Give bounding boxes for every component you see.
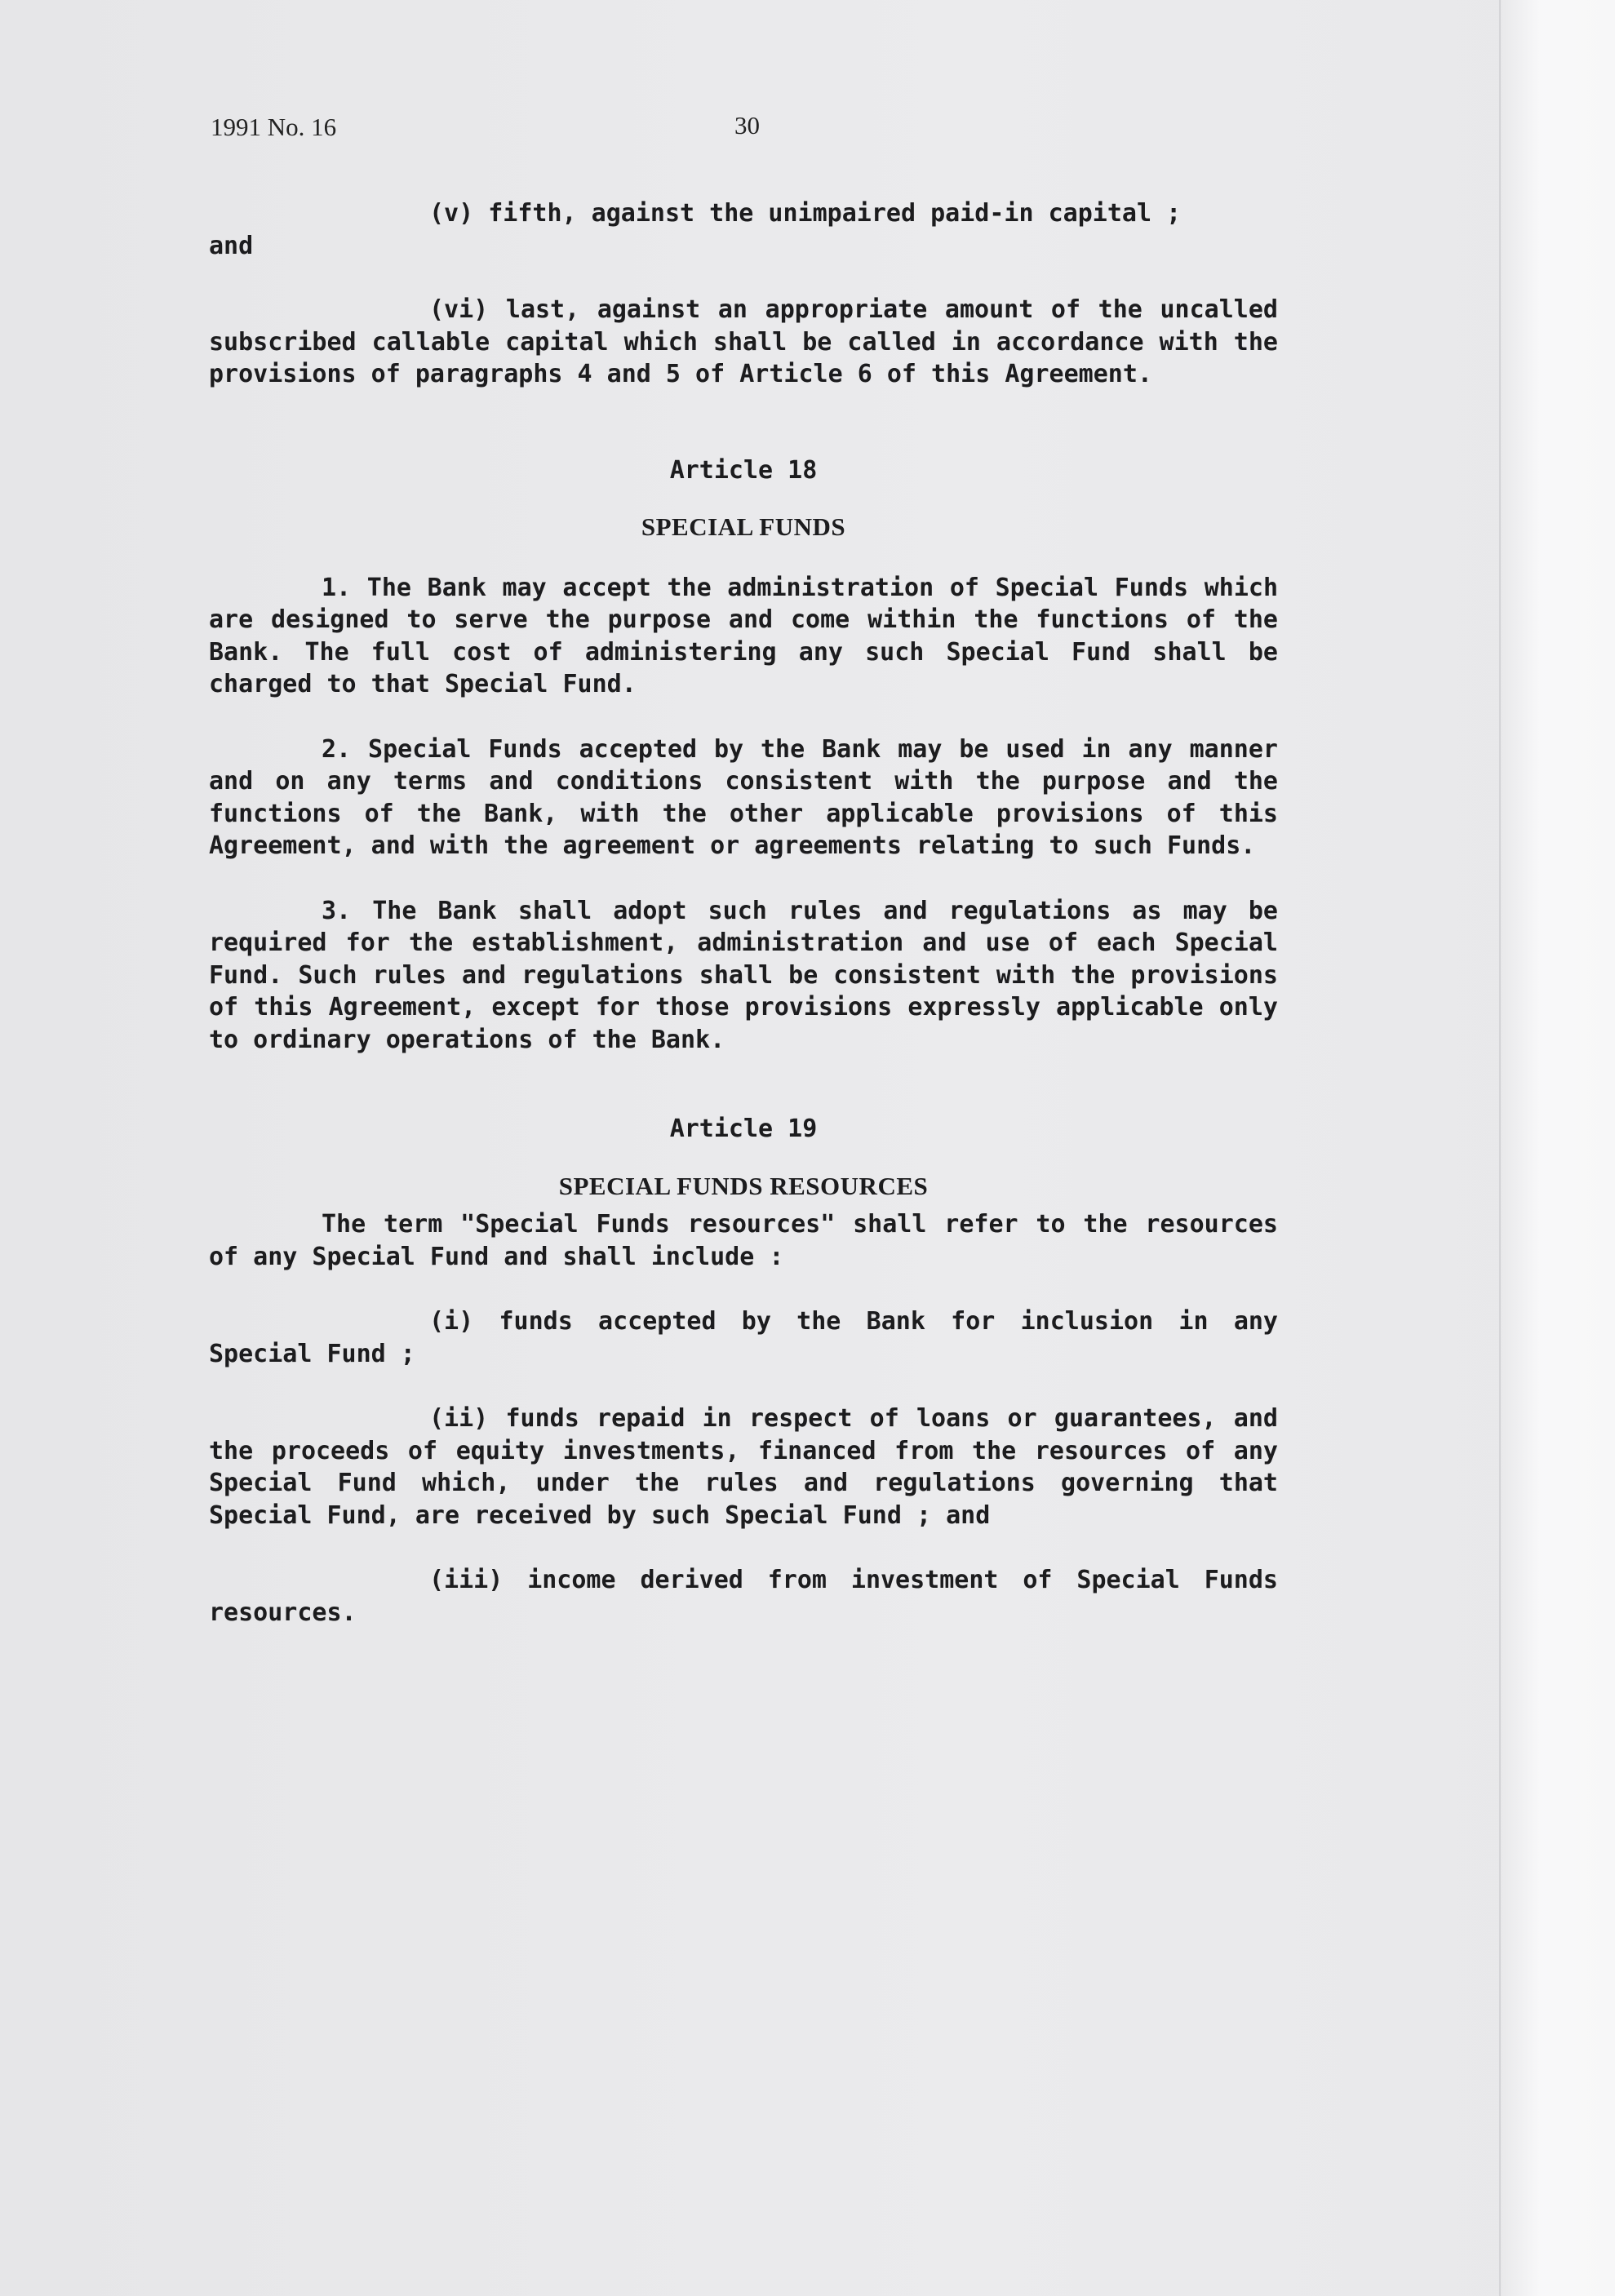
article-19-item-i: (i) funds accepted by the Bank for inclusion in any Special Fund ; [209, 1307, 1278, 1368]
article-19-title: SPECIAL FUNDS RESOURCES [558, 1171, 929, 1200]
article-19-item-ii: (ii) funds repaid in respect of loans or guarantees, and the proceeds of equity investments, financed from the resources of any Special Fund which, under the rules and regulations governing that Special Fund, are received by such Special Fund ; and [209, 1404, 1278, 1530]
article-18-paragraph-2: 2. Special Funds accepted by the Bank may be used in any manner and on any terms and conditions consistent with the purpose and the functions of the Bank, with the other applicable provisions of this Agreement, and with the agreement or agreements relating to such Funds. [209, 734, 1278, 860]
article-19-heading: Article 19 [669, 1115, 818, 1143]
article-19-item-iii: (iii) income derived from investment of Special Funds resources. [209, 1566, 1278, 1627]
article-18-heading: Article 18 [669, 455, 818, 485]
article-19-intro: The term "Special Funds resources" shall refer to the resources of any Special Fund and shall include : [209, 1210, 1278, 1271]
article-18-paragraph-3: 3. The Bank shall adopt such rules and regulations as may be required for the establishment, administration and use of each Special Fund. Such rules and regulations shall be consistent with the provisions of this Agreement, except for those provisions expressly applicable only to ordinary operations of the Bank. [209, 896, 1278, 1054]
article-18-title: SPECIAL FUNDS [641, 512, 846, 541]
page-edge-shadow [1499, 0, 1615, 2296]
paragraph-item-v-tail: and [209, 231, 254, 260]
paragraph-item-vi: (vi) last, against an appropriate amount of the uncalled subscribed callable capital which shall be called in accordance with the provisions of paragraphs 4 and 5 of Article 6 of this Agreement. [209, 295, 1278, 388]
document-body [209, 197, 1278, 1629]
article-18-paragraph-1: 1. The Bank may accept the administration of Special Funds which are designed to serve the purpose and come within the functions of the Bank. The full cost of administering any such Special Fund shall be charged to that Special Fund. [209, 573, 1278, 698]
paragraph-item-v: (v) fifth, against the unimpaired paid-in capital ; [429, 199, 1182, 228]
document-reference: 1991 No. 16 [211, 113, 337, 141]
page-number: 30 [734, 111, 760, 140]
